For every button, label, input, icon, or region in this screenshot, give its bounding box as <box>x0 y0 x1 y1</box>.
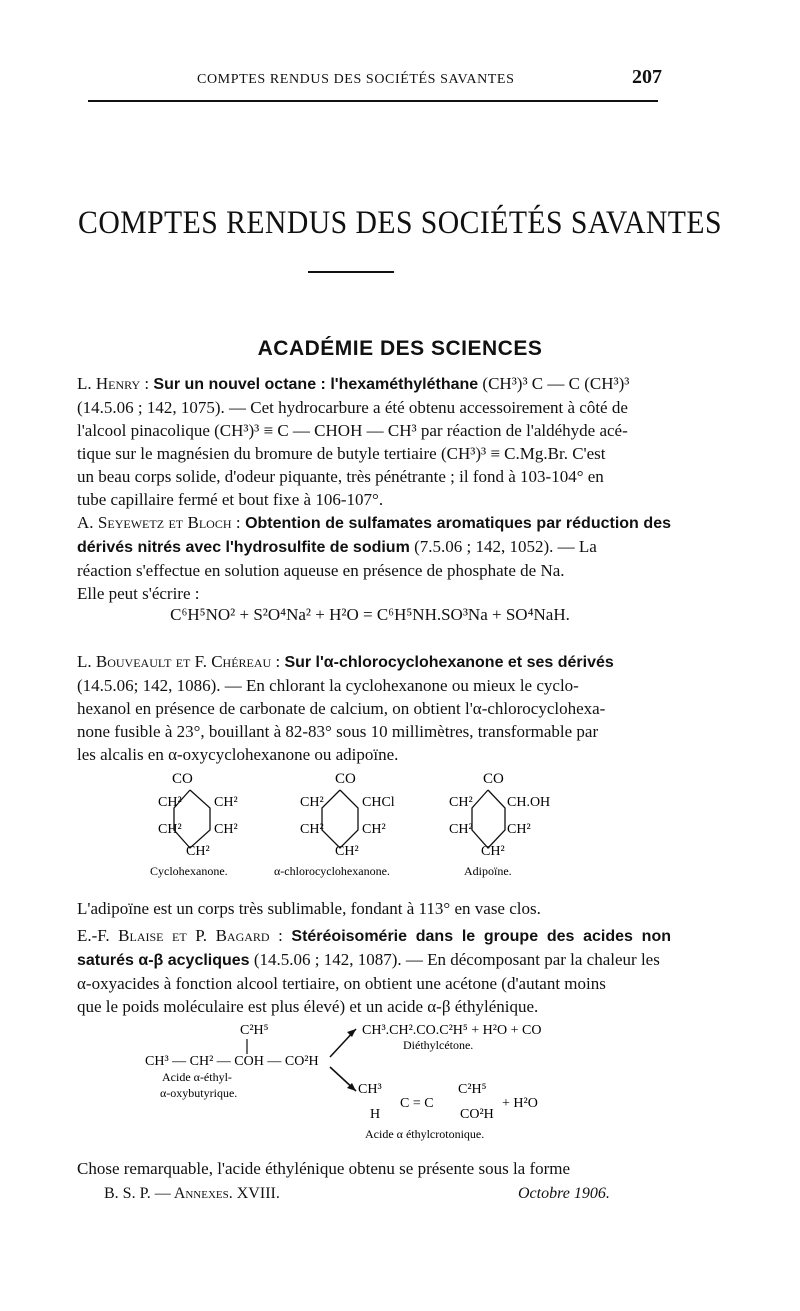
running-head-title: COMPTES RENDUS DES SOCIÉTÉS SAVANTES <box>197 72 515 87</box>
structure-bottom: CH² <box>186 844 210 859</box>
entry-line: (14.5.06; 142, 1086). — En chlorant la cyclohexanone ou mieux le cyclo- <box>77 676 579 695</box>
entry-authors: E.-F. Blaise et P. Bagard <box>77 926 270 945</box>
scheme-product-2-name: Acide α éthylcrotonique. <box>365 1127 485 1141</box>
structure-top: CO <box>483 771 504 787</box>
entry-title: Sur l'α-chlorocyclohexanone et ses dérivés <box>284 654 614 671</box>
scheme-reactant-name-1: Acide α-éthyl- <box>162 1070 232 1084</box>
arrow-up-head <box>347 1029 356 1037</box>
running-head <box>0 66 800 96</box>
entry-line: (14.5.06 ; 142, 1075). — Cet hydrocarbure a été obtenu accessoirement à côté de <box>77 398 628 417</box>
entry-line: Elle peut s'écrire : <box>77 584 200 603</box>
footer-left <box>104 1185 280 1203</box>
structure-top: CO <box>335 771 356 787</box>
entry-line: hexanol en présence de carbonate de calcium, on obtient l'α-chlorocyclohexa- <box>77 699 606 718</box>
structure-left-upper: CH² <box>158 795 182 810</box>
structure-cyclohexanone <box>150 771 238 878</box>
equation-sulfamate: C⁶H⁵NO² + S²O⁴Na² + H²O = C⁶H⁵NH.SO³Na + SO⁴NaH. <box>170 605 570 624</box>
entry-title: Sur un nouvel octane : l'hexaméthyléthane <box>153 376 479 393</box>
entry-seyewetz <box>77 511 671 605</box>
entry-title: Obtention de sulfamates aromatiques par réduction des dérivés nitrés avec l'hydrosulfite de sodium <box>77 515 671 556</box>
entry-seyewetz-heading: A. Seyewetz et Bloch : Obtention de sulfamates aromatiques par réduction des dérivés nitrés avec l'hydrosulfite de sodium (7.5.06 ; 142, 1052). — La <box>77 513 671 556</box>
structure-adipoine <box>449 771 550 878</box>
scheme-reactant-name-2: α-oxybutyrique. <box>160 1086 238 1100</box>
structure-left-upper: CH² <box>300 795 324 810</box>
structure-left-lower: CH² <box>158 822 182 837</box>
scheme-product-2-right-top: C²H⁵ <box>458 1082 487 1097</box>
reaction-scheme <box>0 1015 800 1145</box>
structure-left-lower: CH² <box>300 822 324 837</box>
title-rule <box>308 271 394 273</box>
structure-bottom: CH² <box>481 844 505 859</box>
entry-blaise <box>77 924 671 1018</box>
structure-right-lower: CH² <box>507 822 531 837</box>
entry-line: que le poids moléculaire est plus élevé) et un acide α-β éthylénique. <box>77 997 539 1016</box>
structure-caption: Cyclohexanone. <box>150 864 228 878</box>
scheme-product-1: CH³.CH².CO.C²H⁵ + H²O + CO <box>362 1023 542 1038</box>
entry-authors: L. Bouveault et F. Chéreau <box>77 652 272 671</box>
structure-left-upper: CH² <box>449 795 473 810</box>
entry-line: les alcalis en α-oxycyclohexanone ou adipoïne. <box>77 745 399 764</box>
structure-top: CO <box>172 771 193 787</box>
structure-caption: Adipoïne. <box>464 864 512 878</box>
scheme-product-2-left-top: CH³ <box>358 1082 382 1097</box>
entry-line: un beau corps solide, d'odeur piquante, très pénétrante ; il fond à 103-104° en <box>77 467 604 486</box>
entry-bouveault-heading: L. Bouveault et F. Chéreau : Sur l'α-chlorocyclohexanone et ses dérivés <box>77 652 614 671</box>
structure-right-upper: CH² <box>214 795 238 810</box>
scheme-substituent: C²H⁵ <box>240 1023 269 1038</box>
entry-henry-heading: L. Henry : Sur un nouvel octane : l'hexaméthyléthane (CH³)³ C — C (CH³)³ <box>77 374 630 393</box>
entry-ref: (14.5.06 ; 142, 1087). <box>253 950 402 969</box>
structure-right-lower: CH² <box>214 822 238 837</box>
entry-line: tique sur le magnésien du bromure de butyle tertiaire (CH³)³ ≡ C.Mg.Br. C'est <box>77 444 606 463</box>
structure-bottom: CH² <box>335 844 359 859</box>
entry-line: α-oxyacides à fonction alcool tertiaire, on obtient une acétone (d'autant moins <box>77 974 606 993</box>
page-number: 207 <box>632 66 662 88</box>
scheme-product-2-center: C = C <box>400 1096 434 1111</box>
structure-right-upper: CHCl <box>362 795 395 810</box>
scheme-product-1-name: Diéthylcétone. <box>403 1038 474 1052</box>
adipoine-note: L'adipoïne est un corps très sublimable, fondant à 113° en vase clos. <box>77 899 541 918</box>
entry-ref: (7.5.06 ; 142, 1052). <box>414 537 554 556</box>
last-line: Chose remarquable, l'acide éthylénique obtenu se présente sous la forme <box>77 1159 571 1178</box>
ring-bonds <box>322 790 358 848</box>
entry-line: — En décomposant par la chaleur les <box>405 950 660 969</box>
structure-right-lower: CH² <box>362 822 386 837</box>
main-title: COMPTES RENDUS DES SOCIÉTÉS SAVANTES <box>78 205 722 241</box>
structure-caption: α-chlorocyclohexanone. <box>274 864 390 878</box>
entry-line: — La <box>557 537 597 556</box>
scheme-product-2-right-bottom: CO²H <box>460 1107 494 1122</box>
entry-bouveault <box>77 650 671 766</box>
header-rule <box>88 100 658 102</box>
footer-left-text: B. S. P. — Annexes. XVIII. <box>104 1185 280 1202</box>
scheme-product-2-left-bottom: H <box>370 1107 381 1122</box>
footer-right: Octobre 1906. <box>518 1185 610 1202</box>
entry-line: réaction s'effectue en solution aqueuse en présence de phosphate de Na. <box>77 561 565 580</box>
entry-blaise-heading: E.-F. Blaise et P. Bagard : Stéréoisomérie dans le groupe des acides non saturés α-β acycliques (14.5.06 ; 142, 1087). — En décomposant par la chaleur les <box>77 926 672 969</box>
entry-title-formula: (CH³)³ C — C (CH³)³ <box>482 374 630 393</box>
ring-bonds <box>472 790 505 848</box>
structure-chlorocyclohexanone <box>274 771 395 878</box>
structure-left-lower: CH² <box>449 822 473 837</box>
scheme-product-2-extra: + H²O <box>502 1096 538 1111</box>
entry-authors: L. Henry <box>77 374 141 393</box>
entry-authors: A. Seyewetz et Bloch <box>77 513 232 532</box>
entry-henry <box>77 372 671 511</box>
entry-line: l'alcool pinacolique (CH³)³ ≡ C — CHOH — CH³ par réaction de l'aldéhyde acé- <box>77 421 628 440</box>
structure-right-upper: CH.OH <box>507 795 551 810</box>
section-title: ACADÉMIE DES SCIENCES <box>257 337 543 360</box>
cyclohexane-structures <box>0 760 800 885</box>
entry-title: Stéréoisomérie dans le groupe des acides non saturés α-β acycliques <box>77 928 672 969</box>
entry-line: tube capillaire fermé et bout fixe à 106-107°. <box>77 490 384 509</box>
entry-line: none fusible à 23°, bouillant à 82-83° sous 10 millimètres, transformable par <box>77 722 599 741</box>
scheme-reactant: CH³ — CH² — COH — CO²H <box>145 1054 319 1069</box>
